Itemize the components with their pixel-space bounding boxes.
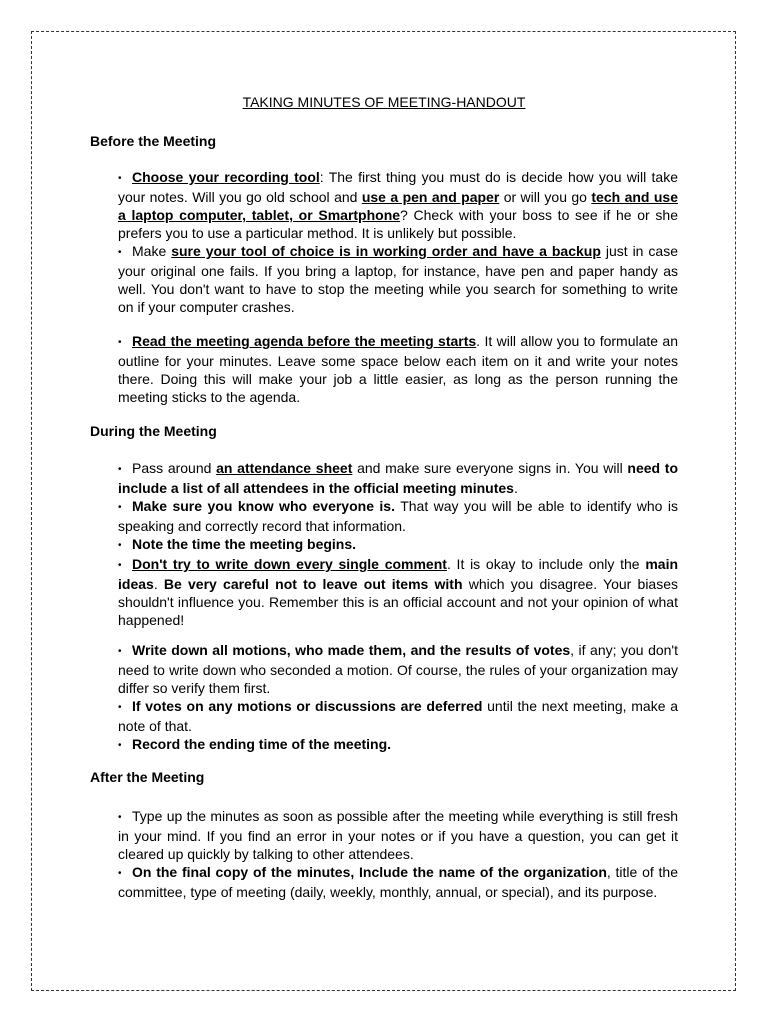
- bullet-icon: •: [118, 702, 122, 713]
- during-p6-lead: If votes on any motions or discussions are deferred: [132, 698, 483, 714]
- during-p1-t0: Pass around: [132, 460, 217, 476]
- before-p3-lead: Read the meeting agenda before the meeting starts: [132, 333, 477, 349]
- during-p4-t2: .: [153, 576, 164, 592]
- bullet-icon: •: [118, 173, 122, 184]
- before-p2-lead: sure your tool of choice is in working order and have a backup: [171, 243, 601, 259]
- after-para-2: [118, 863, 678, 901]
- after-block-1: [118, 807, 678, 901]
- during-para-1: [118, 459, 678, 497]
- during-para-2: [118, 497, 678, 535]
- before-block-1: [118, 168, 678, 316]
- bullet-icon: •: [118, 560, 122, 571]
- during-p6-t1: until the next meeting, make a note of that.: [118, 698, 678, 734]
- after-para-1: [118, 807, 678, 863]
- bullet-icon: •: [118, 540, 122, 551]
- before-p1-t3: ? Check with your boss to see if he or she prefers you to use a particular method. It is unlikely but possible.: [118, 207, 678, 241]
- document-title: TAKING MINUTES OF MEETING-HANDOUT: [242, 94, 526, 110]
- during-p4-t3: which you disagree. Your biases shouldn't influence you. Remember this is an official account and not your opinion of what happened!: [118, 576, 678, 628]
- during-p3-lead: Note the time the meeting begins.: [132, 536, 357, 552]
- before-para-1: [118, 168, 678, 242]
- before-p2-t0: Make: [132, 243, 172, 259]
- during-p1-t1: and make sure everyone signs in. You will: [352, 460, 628, 476]
- bullet-icon: •: [118, 247, 122, 258]
- after-p1-t0: Type up the minutes as soon as possible after the meeting while everything is still fresh in your mind. If you find an error in your notes or if you have a question, you can get it cleared up quickly by talking to other attendees.: [118, 808, 678, 862]
- bullet-icon: •: [118, 812, 122, 823]
- during-p1-t2: .: [513, 480, 518, 496]
- bullet-icon: •: [118, 337, 122, 348]
- during-block-1: [118, 459, 678, 629]
- before-p1-t1: : The first thing you must do is decide how you will take your notes. Will you go old school and: [118, 169, 678, 205]
- section-heading-after: After the Meeting: [90, 769, 205, 785]
- before-p1-u1: use a pen and paper: [361, 189, 500, 205]
- bullet-icon: •: [118, 740, 122, 751]
- section-heading-during: During the Meeting: [90, 423, 217, 439]
- before-p1-lead: Choose your recording tool: [132, 169, 320, 185]
- before-p2-t1: just in case your original one fails. If you bring a laptop, for instance, have pen and paper handy as well. You don't want to have to stop the meeting while you search for something to write on if your computer crashes.: [118, 243, 678, 315]
- during-p1-b1: need to include a list of all attendees in the official meeting minutes: [118, 460, 678, 496]
- during-p4-b1: main ideas: [118, 556, 679, 592]
- during-p1-lead: an attendance sheet: [216, 460, 353, 476]
- before-p1-t2: or will you go: [499, 189, 592, 205]
- during-para-6: [118, 697, 678, 735]
- during-block-2: [118, 641, 678, 755]
- during-p4-b2: Be very careful not to leave out items with: [163, 576, 463, 592]
- during-para-7: [118, 735, 678, 755]
- before-p1-u2: tech and use a laptop computer, tablet, or Smartphone: [118, 189, 678, 223]
- during-p4-t1: . It is okay to include only the: [446, 556, 646, 572]
- after-p2-t1: , title of the committee, type of meeting (daily, weekly, monthly, annual, or special), and its purpose.: [118, 864, 679, 900]
- during-p5-t1: , if any; you don't need to write down who seconded a motion. Of course, the rules of your organization may differ so verify them first.: [118, 642, 678, 696]
- before-para-2: [118, 242, 678, 316]
- section-heading-before: Before the Meeting: [90, 133, 217, 149]
- during-p5-lead: Write down all motions, who made them, and the results of votes: [132, 642, 571, 658]
- during-p4-lead: Don't try to write down every single comment: [132, 556, 447, 572]
- during-para-5: [118, 641, 678, 697]
- before-para-3: [118, 332, 678, 406]
- during-p7-lead: Record the ending time of the meeting.: [132, 736, 392, 752]
- bullet-icon: •: [118, 646, 122, 657]
- during-para-4: [118, 555, 678, 629]
- before-p3-t1: . It will allow you to formulate an outline for your minutes. Leave some space below each item on it and write your notes there. Doing this will make your job a little easier, as long as the person running the meeting sticks to the agenda.: [118, 333, 679, 405]
- after-p2-lead: On the final copy of the minutes, Include the name of the organization: [132, 864, 607, 880]
- before-block-2: [118, 332, 678, 406]
- during-para-3: [118, 535, 678, 555]
- bullet-icon: •: [118, 502, 122, 513]
- during-p2-lead: Make sure you know who everyone is.: [132, 498, 395, 514]
- bullet-icon: •: [118, 464, 122, 475]
- during-p2-t1: That way you will be able to identify who is speaking and correctly record that information.: [118, 498, 679, 534]
- bullet-icon: •: [118, 868, 122, 879]
